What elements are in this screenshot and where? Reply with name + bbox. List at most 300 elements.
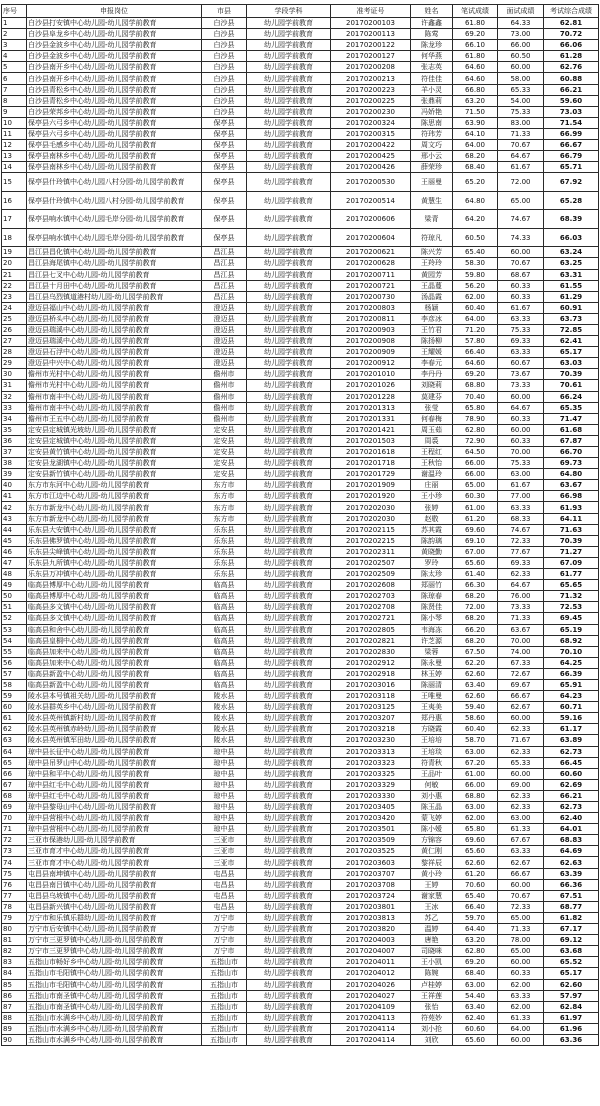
cell-seq: 17 (2, 210, 27, 229)
cell-name: 陈丽清 (411, 679, 453, 690)
cell-ticket-no: 20170203125 (331, 702, 411, 713)
cell-name: 陈琼春 (411, 591, 453, 602)
cell-subject: 幼儿园学前教育 (247, 391, 331, 402)
cell-position: 保亭县什玲镇中心幼儿园八村分园-幼儿园学前教育 (27, 173, 202, 192)
cell-seq: 45 (2, 535, 27, 546)
cell-subject: 幼儿园学前教育 (247, 358, 331, 369)
table-row (2, 624, 599, 635)
cell-ticket-no: 20170202721 (331, 613, 411, 624)
cell-subject: 幼儿园学前教育 (247, 835, 331, 846)
cell-interview-score: 71.33 (498, 924, 544, 935)
cell-written-score: 62.80 (453, 946, 498, 957)
cell-subject: 幼儿园学前教育 (247, 768, 331, 779)
cell-written-score: 65.40 (453, 247, 498, 258)
cell-written-score: 65.40 (453, 890, 498, 901)
table-row (2, 173, 599, 192)
cell-total-score: 68.77 (544, 901, 599, 912)
cell-position: 保亭县六弓乡中心幼儿园-幼儿园学前教育 (27, 128, 202, 139)
cell-written-score: 69.20 (453, 369, 498, 380)
cell-interview-score: 60.33 (498, 280, 544, 291)
cell-written-score: 64.40 (453, 924, 498, 935)
cell-seq: 81 (2, 935, 27, 946)
cell-county: 万宁市 (202, 935, 247, 946)
cell-name: 陈思南 (411, 117, 453, 128)
cell-position: 白沙县阜龙乡中心幼儿园-幼儿园学前教育 (27, 29, 202, 40)
cell-total-score: 69.73 (544, 458, 599, 469)
cell-subject: 幼儿园学前教育 (247, 657, 331, 668)
cell-county: 澄迈县 (202, 358, 247, 369)
cell-position: 琼中县黎母山中心幼儿园-幼儿园学前教育 (27, 802, 202, 813)
cell-total-score: 72.85 (544, 324, 599, 335)
cell-seq: 3 (2, 40, 27, 51)
table-row (2, 513, 599, 524)
cell-seq: 42 (2, 502, 27, 513)
cell-subject: 幼儿园学前教育 (247, 73, 331, 84)
cell-written-score: 60.30 (453, 491, 498, 502)
cell-seq: 86 (2, 990, 27, 1001)
table-row (2, 313, 599, 324)
cell-seq: 64 (2, 746, 27, 757)
cell-position: 屯昌县南吕镇中心幼儿园-幼儿园学前教育 (27, 879, 202, 890)
cell-ticket-no: 20170203708 (331, 879, 411, 890)
cell-subject: 幼儿园学前教育 (247, 513, 331, 524)
table-row (2, 347, 599, 358)
cell-subject: 幼儿园学前教育 (247, 347, 331, 358)
table-row (2, 162, 599, 173)
table-row (2, 735, 599, 746)
cell-county: 临高县 (202, 591, 247, 602)
cell-name: 温婷 (411, 924, 453, 935)
cell-written-score: 62.00 (453, 813, 498, 824)
cell-total-score: 61.97 (544, 1012, 599, 1023)
cell-ticket-no: 20170200223 (331, 84, 411, 95)
table-row (2, 768, 599, 779)
cell-total-score: 63.67 (544, 480, 599, 491)
cell-total-score: 66.21 (544, 790, 599, 801)
cell-total-score: 57.97 (544, 990, 599, 1001)
cell-total-score: 67.09 (544, 557, 599, 568)
table-row (2, 210, 599, 229)
cell-name: 黄仁刚 (411, 846, 453, 857)
table-row (2, 324, 599, 335)
cell-position: 儋州市光村中心幼儿园-幼儿园学前教育 (27, 380, 202, 391)
cell-county: 临高县 (202, 624, 247, 635)
cell-written-score: 57.80 (453, 336, 498, 347)
header-cell-name: 姓名 (411, 5, 453, 18)
cell-name: 王培培 (411, 735, 453, 746)
cell-county: 临高县 (202, 646, 247, 657)
cell-name: 刘小惠 (411, 790, 453, 801)
cell-total-score: 71.63 (544, 524, 599, 535)
cell-position: 临高县加来中心幼儿园-幼儿园学前教育 (27, 657, 202, 668)
cell-subject: 幼儿园学前教育 (247, 173, 331, 192)
cell-subject: 幼儿园学前教育 (247, 62, 331, 73)
cell-total-score: 61.82 (544, 912, 599, 923)
cell-interview-score: 74.00 (498, 646, 544, 657)
cell-total-score: 62.60 (544, 979, 599, 990)
cell-name: 张婷 (411, 502, 453, 513)
cell-name: 庄丽 (411, 480, 453, 491)
header-cell-total-score: 考试综合成绩 (544, 5, 599, 18)
table-row (2, 790, 599, 801)
cell-name: 黄慧生 (411, 191, 453, 210)
cell-county: 陵水县 (202, 735, 247, 746)
cell-subject: 幼儿园学前教育 (247, 569, 331, 580)
cell-interview-score: 62.67 (498, 702, 544, 713)
cell-position: 白沙县南开乡中心幼儿园-幼儿园学前教育 (27, 62, 202, 73)
cell-seq: 39 (2, 469, 27, 480)
cell-written-score: 68.20 (453, 151, 498, 162)
cell-name: 刘欣 (411, 1034, 453, 1045)
cell-seq: 80 (2, 924, 27, 935)
cell-position: 屯昌县乌坡镇中心幼儿园-幼儿园学前教育 (27, 890, 202, 901)
cell-name: 符苑妙 (411, 1012, 453, 1023)
cell-position: 五指山市水满乡中心幼儿园-幼儿园学前教育 (27, 1023, 202, 1034)
table-row (2, 336, 599, 347)
cell-ticket-no: 20170202918 (331, 668, 411, 679)
cell-seq: 33 (2, 402, 27, 413)
table-row (2, 535, 599, 546)
cell-total-score: 64.25 (544, 657, 599, 668)
cell-ticket-no: 20170200422 (331, 140, 411, 151)
cell-position: 琼中县红毛中心幼儿园-幼儿园学前教育 (27, 779, 202, 790)
cell-seq: 6 (2, 73, 27, 84)
cell-subject: 幼儿园学前教育 (247, 702, 331, 713)
cell-total-score: 60.71 (544, 702, 599, 713)
cell-county: 乐东县 (202, 569, 247, 580)
table-row (2, 302, 599, 313)
cell-name: 汤晶霞 (411, 291, 453, 302)
cell-position: 陵水县英州镇赤岭幼儿园-幼儿园学前教育 (27, 724, 202, 735)
cell-position: 儋州市光村中心幼儿园-幼儿园学前教育 (27, 369, 202, 380)
table-row (2, 140, 599, 151)
cell-written-score: 68.40 (453, 968, 498, 979)
cell-seq: 25 (2, 313, 27, 324)
cell-seq: 15 (2, 173, 27, 192)
cell-position: 万宁市和乐镇乐群幼儿园-幼儿园学前教育 (27, 912, 202, 923)
cell-seq: 67 (2, 779, 27, 790)
cell-ticket-no: 20170204114 (331, 1034, 411, 1045)
cell-written-score: 66.80 (453, 84, 498, 95)
cell-ticket-no: 20170201909 (331, 480, 411, 491)
cell-ticket-no: 20170201228 (331, 391, 411, 402)
table-row (2, 458, 599, 469)
cell-ticket-no: 20170201026 (331, 380, 411, 391)
cell-name: 方锦容 (411, 835, 453, 846)
cell-position: 五指山市水满乡中心幼儿园-幼儿园学前教育 (27, 1034, 202, 1045)
cell-ticket-no: 20170200225 (331, 95, 411, 106)
cell-interview-score: 65.00 (498, 912, 544, 923)
cell-county: 五指山市 (202, 957, 247, 968)
cell-subject: 幼儿园学前教育 (247, 106, 331, 117)
cell-interview-score: 61.33 (498, 824, 544, 835)
cell-subject: 幼儿园学前教育 (247, 746, 331, 757)
cell-name: 周裘 (411, 435, 453, 446)
table-row (2, 95, 599, 106)
cell-ticket-no: 20170200621 (331, 247, 411, 258)
cell-county: 五指山市 (202, 979, 247, 990)
cell-total-score: 66.06 (544, 40, 599, 51)
cell-county: 白沙县 (202, 73, 247, 84)
cell-seq: 77 (2, 890, 27, 901)
cell-position: 昌江县十月田中心幼儿园-幼儿园学前教育 (27, 280, 202, 291)
cell-ticket-no: 20170202912 (331, 657, 411, 668)
cell-subject: 幼儿园学前教育 (247, 369, 331, 380)
cell-county: 定安县 (202, 435, 247, 446)
cell-interview-score: 72.00 (498, 173, 544, 192)
table-row (2, 369, 599, 380)
table-row (2, 835, 599, 846)
cell-county: 五指山市 (202, 1034, 247, 1045)
cell-written-score: 59.40 (453, 702, 498, 713)
cell-subject: 幼儿园学前教育 (247, 480, 331, 491)
cell-ticket-no: 20170202507 (331, 557, 411, 568)
cell-position: 陵水县英州镇新村幼儿园-幼儿园学前教育 (27, 713, 202, 724)
cell-seq: 46 (2, 546, 27, 557)
cell-name: 王秋怡 (411, 458, 453, 469)
cell-written-score: 66.00 (453, 469, 498, 480)
cell-name: 陈小嫒 (411, 824, 453, 835)
cell-ticket-no: 20170203329 (331, 779, 411, 790)
cell-interview-score: 62.00 (498, 979, 544, 990)
cell-position: 保亭县什玲镇中心幼儿园八村分园-幼儿园学前教育 (27, 191, 202, 210)
cell-written-score: 61.80 (453, 18, 498, 29)
cell-written-score: 62.00 (453, 291, 498, 302)
cell-written-score: 65.80 (453, 402, 498, 413)
cell-name: 刘晓莉 (411, 380, 453, 391)
cell-total-score: 63.03 (544, 358, 599, 369)
cell-interview-score: 63.33 (498, 990, 544, 1001)
cell-ticket-no: 20170203420 (331, 813, 411, 824)
cell-position: 屯昌县南坤镇中心幼儿园-幼儿园学前教育 (27, 868, 202, 879)
cell-name: 王品叶 (411, 768, 453, 779)
cell-seq: 32 (2, 391, 27, 402)
header-cell-position: 申报岗位 (27, 5, 202, 18)
cell-total-score: 64.80 (544, 469, 599, 480)
cell-county: 琼中县 (202, 779, 247, 790)
cell-interview-score: 74.67 (498, 524, 544, 535)
cell-total-score: 66.98 (544, 491, 599, 502)
cell-county: 东方市 (202, 502, 247, 513)
cell-seq: 12 (2, 140, 27, 151)
table-row (2, 247, 599, 258)
cell-ticket-no: 20170203323 (331, 757, 411, 768)
cell-ticket-no: 20170200208 (331, 62, 411, 73)
cell-county: 临高县 (202, 668, 247, 679)
cell-name: 卢桂婷 (411, 979, 453, 990)
cell-position: 儋州市南丰中心幼儿园-幼儿园学前教育 (27, 391, 202, 402)
cell-total-score: 67.87 (544, 435, 599, 446)
cell-subject: 幼儿园学前教育 (247, 557, 331, 568)
table-row (2, 358, 599, 369)
table-row (2, 657, 599, 668)
cell-interview-score: 60.00 (498, 247, 544, 258)
table-row (2, 557, 599, 568)
cell-ticket-no: 20170202115 (331, 524, 411, 535)
cell-position: 临高县新盈中心幼儿园-幼儿园学前教育 (27, 679, 202, 690)
cell-ticket-no: 20170204012 (331, 968, 411, 979)
cell-seq: 18 (2, 228, 27, 247)
cell-subject: 幼儿园学前教育 (247, 901, 331, 912)
cell-ticket-no: 20170200604 (331, 228, 411, 247)
cell-interview-score: 76.00 (498, 591, 544, 602)
cell-total-score: 67.17 (544, 924, 599, 935)
cell-ticket-no: 20170203016 (331, 679, 411, 690)
table-row (2, 846, 599, 857)
header-cell-ticket-no: 准考证号 (331, 5, 411, 18)
cell-county: 三亚市 (202, 857, 247, 868)
cell-seq: 21 (2, 269, 27, 280)
cell-total-score: 65.17 (544, 347, 599, 358)
cell-subject: 幼儿园学前教育 (247, 291, 331, 302)
cell-subject: 幼儿园学前教育 (247, 724, 331, 735)
cell-position: 保亭县响水镇中心幼儿园毛岸分园-幼儿园学前教育 (27, 210, 202, 229)
cell-name: 苏乙 (411, 912, 453, 923)
cell-written-score: 64.60 (453, 62, 498, 73)
cell-county: 东方市 (202, 513, 247, 524)
table-row (2, 447, 599, 458)
cell-position: 陵水县本号镇祖关幼儿园-幼儿园学前教育 (27, 691, 202, 702)
cell-total-score: 66.45 (544, 757, 599, 768)
cell-seq: 89 (2, 1023, 27, 1034)
table-row (2, 106, 599, 117)
cell-position: 临高县新盈中心幼儿园-幼儿园学前教育 (27, 668, 202, 679)
cell-ticket-no: 20170203230 (331, 735, 411, 746)
cell-subject: 幼儿园学前教育 (247, 979, 331, 990)
cell-interview-score: 71.67 (498, 735, 544, 746)
cell-interview-score: 71.33 (498, 613, 544, 624)
cell-name: 许鑫鑫 (411, 18, 453, 29)
cell-seq: 11 (2, 128, 27, 139)
cell-ticket-no: 20170200606 (331, 210, 411, 229)
cell-written-score: 66.10 (453, 40, 498, 51)
cell-name: 王丽曼 (411, 173, 453, 192)
cell-subject: 幼儿园学前教育 (247, 336, 331, 347)
cell-interview-score: 73.00 (498, 29, 544, 40)
cell-interview-score: 67.33 (498, 657, 544, 668)
cell-name: 王婷 (411, 879, 453, 890)
table-body (2, 5, 599, 1046)
cell-total-score: 62.63 (544, 857, 599, 868)
cell-ticket-no: 20170202030 (331, 513, 411, 524)
cell-interview-score: 72.33 (498, 901, 544, 912)
cell-seq: 26 (2, 324, 27, 335)
cell-interview-score: 63.33 (498, 347, 544, 358)
cell-written-score: 69.20 (453, 29, 498, 40)
cell-seq: 53 (2, 624, 27, 635)
cell-name: 羊小灵 (411, 84, 453, 95)
cell-ticket-no: 20170200903 (331, 324, 411, 335)
cell-interview-score: 63.33 (498, 502, 544, 513)
cell-county: 屯昌县 (202, 879, 247, 890)
cell-name: 王夷美 (411, 702, 453, 713)
cell-name: 陈韵璃 (411, 535, 453, 546)
cell-county: 万宁市 (202, 924, 247, 935)
cell-ticket-no: 20170200127 (331, 51, 411, 62)
cell-written-score: 72.90 (453, 435, 498, 446)
cell-county: 儋州市 (202, 402, 247, 413)
cell-total-score: 62.84 (544, 1001, 599, 1012)
cell-ticket-no: 20170200324 (331, 117, 411, 128)
cell-subject: 幼儿园学前教育 (247, 128, 331, 139)
cell-ticket-no: 20170202805 (331, 624, 411, 635)
cell-position: 澄迈县石浮中心幼儿园-幼儿园学前教育 (27, 347, 202, 358)
cell-position: 屯昌县新兴镇中心幼儿园-幼儿园学前教育 (27, 901, 202, 912)
cell-seq: 13 (2, 151, 27, 162)
table-row (2, 569, 599, 580)
cell-ticket-no: 20170204007 (331, 946, 411, 957)
cell-county: 陵水县 (202, 691, 247, 702)
cell-name: 罗玲 (411, 557, 453, 568)
cell-name: 李春元 (411, 358, 453, 369)
cell-written-score: 66.40 (453, 901, 498, 912)
cell-subject: 幼儿园学前教育 (247, 491, 331, 502)
table-row (2, 901, 599, 912)
cell-position: 陵水县英州镇军田幼儿园-幼儿园学前教育 (27, 735, 202, 746)
cell-total-score: 70.39 (544, 369, 599, 380)
cell-ticket-no: 20170201618 (331, 447, 411, 458)
cell-seq: 23 (2, 291, 27, 302)
cell-name: 张鼎莉 (411, 95, 453, 106)
header-cell-subject: 学段学科 (247, 5, 331, 18)
cell-position: 乐东县九所镇中心幼儿园-幼儿园学前教育 (27, 557, 202, 568)
table-row (2, 935, 599, 946)
cell-seq: 79 (2, 912, 27, 923)
cell-ticket-no: 20170201503 (331, 435, 411, 446)
cell-county: 临高县 (202, 635, 247, 646)
cell-written-score: 68.20 (453, 635, 498, 646)
cell-position: 白沙县南开乡中心幼儿园-幼儿园学前教育 (27, 73, 202, 84)
cell-ticket-no: 20170200721 (331, 280, 411, 291)
cell-ticket-no: 20170200315 (331, 128, 411, 139)
cell-total-score: 60.60 (544, 768, 599, 779)
cell-name: 李丹丹 (411, 369, 453, 380)
cell-written-score: 60.60 (453, 1023, 498, 1034)
cell-ticket-no: 20170200912 (331, 358, 411, 369)
cell-total-score: 65.35 (544, 402, 599, 413)
cell-county: 三亚市 (202, 846, 247, 857)
cell-position: 定安县定城镇中心幼儿园-幼儿园学前教育 (27, 435, 202, 446)
table-row (2, 18, 599, 29)
cell-county: 保亭县 (202, 173, 247, 192)
table-row (2, 280, 599, 291)
cell-position: 乐东县大安镇中心幼儿园-幼儿园学前教育 (27, 524, 202, 535)
cell-name: 陈扬柳 (411, 336, 453, 347)
cell-county: 昌江县 (202, 291, 247, 302)
cell-county: 三亚市 (202, 835, 247, 846)
cell-written-score: 61.20 (453, 868, 498, 879)
cell-subject: 幼儿园学前教育 (247, 1034, 331, 1045)
cell-ticket-no: 20170202708 (331, 602, 411, 613)
cell-ticket-no: 20170200530 (331, 173, 411, 192)
cell-subject: 幼儿园学前教育 (247, 380, 331, 391)
cell-name: 何春梅 (411, 413, 453, 424)
cell-name: 冯娇艳 (411, 106, 453, 117)
cell-position: 五指山市水满乡中心幼儿园-幼儿园学前教育 (27, 1012, 202, 1023)
cell-subject: 幼儿园学前教育 (247, 140, 331, 151)
cell-county: 儋州市 (202, 413, 247, 424)
cell-interview-score: 60.00 (498, 62, 544, 73)
cell-ticket-no: 20170200213 (331, 73, 411, 84)
cell-total-score: 61.96 (544, 1023, 599, 1034)
table-row (2, 491, 599, 502)
cell-interview-score: 77.67 (498, 546, 544, 557)
cell-position: 琼中县和平中心幼儿园-幼儿园学前教育 (27, 768, 202, 779)
cell-ticket-no: 20170201010 (331, 369, 411, 380)
cell-interview-score: 62.33 (498, 802, 544, 813)
cell-seq: 8 (2, 95, 27, 106)
cell-position: 东方市新龙中心幼儿园-幼儿园学前教育 (27, 513, 202, 524)
